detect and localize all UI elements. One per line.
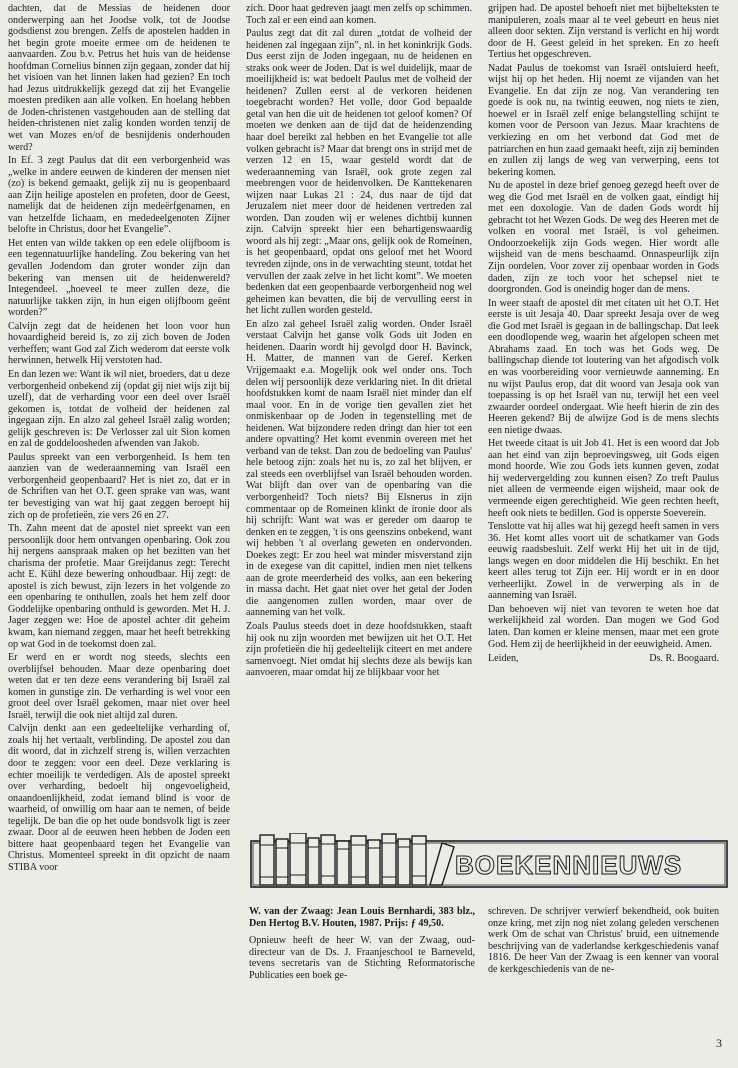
paragraph: Nadat Paulus de toekomst van Israël ontsluierd heeft, wijst hij op het heden. Hij noemt ze vijanden van het Evangelie. En dat zijn ze nog. Van verandering ten goede is ook nu, na twintig eeuwen, nog niets te zien, hoewel er in Israël zelf enige belangstelling schijnt te komen voor de Persoon van Jezus. Maar krachtens de verkiezing en om het verbond dat God met de patriarchen en hun zaad gemaakt heeft, zijn zij beminden en zullen zij langs de weg van verwerping, eens tot bekering komen. — [488, 62, 719, 178]
article-column-2 — [246, 3, 472, 681]
banner-title: BOEKENNIEUWS — [455, 850, 683, 880]
paragraph: dachten, dat de Messias de heidenen door onderwerping aan het Joodse volk, tot de Joodse godsdienst zou brengen. Zelfs de apostelen hadden in het begin grote moeite ermee om de heidenen te aanvaarden. Zou b.v. Petrus het huis van de heidense hoofdman Cornelius binnen zijn gegaan, zonder dat hij het visioen van het linnen laken had gezien? En toch had Jezus uitdrukkelijk gezegd dat zij het Evangelie moesten prediken aan alle volken. En hoelang hebben de Joden-christenen vastgehouden aan de stelling dat heiden-christenen niet zalig konden worden tenzij de wet van Mozes en/of de besnijdenis onderhouden werd? — [8, 3, 231, 153]
paragraph: Th. Zahn meent dat de apostel niet spreekt van een persoonlijk door hem ontvangen openbaring. Ook zou hij nergens aanspraak maken op het bezitten van het charisma der profetie. Maar Greijdanus zegt: Terecht acht E. Kühl deze bewering onhoudbaar. Hij zegt: de apostel is zich bewust, zijn lezers in het volgende zo een openbaring te onthullen, zoals het hem zelf door Goddelijke openbaring onthuld is geworden. Met H. J. Jager zeggen we: Hoe de apostel achter dit geheim kwam, kan niemand zeggen, maar het heeft betrekking op wat God in de toekomst doen zal. — [8, 523, 230, 650]
review-book-header: W. van der Zwaag: Jean Louis Bernhardi, 383 blz., Den Hertog B.V. Houten, 1987. Prijs: ƒ 49,50. — [249, 906, 475, 929]
review-paragraph: Opnieuw heeft de heer W. van der Zwaag, oud-directeur van de Ds. J. Fraanjeschool te Barneveld, tevens secretaris van de Stichting Reformatorische Publicaties een boek ge- — [249, 935, 475, 981]
page-number: 3 — [716, 1036, 722, 1050]
paragraph: Het tweede citaat is uit Job 41. Het is een woord dat Job aan het eind van zijn beproevingsweg, uit Gods eigen mond hoorde. Wie zou Gods iets kunnen geven, zodat hij wedervergelding zou kunnen eisen? Zo treft Paulus niet alleen de vermeende eigen wijsheid, maar ook de vermeende eigen gerechtigheid. Wie geen rechten heeft, heeft ook niets te bedillen. God is opperste Soeverein. — [488, 438, 719, 519]
article-column-3 — [488, 3, 719, 665]
paragraph: Er werd en er wordt nog steeds, slechts een overblijfsel behouden. Maar deze openbaring doet weten dat er ten deze eens verandering bij Israël zal komen in gunstige zin. De verharding is wel voor een groot deel over Israël gekomen, maar niet over heel Israël, terwijl die ook niet altijd zal duren. — [8, 652, 230, 721]
paragraph: grijpen had. De apostel behoeft niet met bijbelteksten te manipuleren, zoals maar al te veel gebeurt en heus niet alleen door sekten. Zijn verstand is verlicht en hij wordt door de H. Geest geleid in het spreken. En zo heeft Tertius het opgeschreven. — [488, 3, 719, 61]
paragraph: zich. Door haat gedreven jaagt men zelfs op schimmen. Toch zal er een eind aan komen. — [246, 3, 472, 26]
review-column-2 — [488, 906, 719, 975]
paragraph: Calvijn zegt dat de heidenen het loon voor hun hovaardigheid bereid is, zo zij zich boven de Joden verheffen; want God zal Zich wederom dat eerste volk herwinnen, hetwelk Hij verstoten had. — [8, 320, 230, 367]
paragraph: In weer staaft de apostel dit met citaten uit het O.T. Het eerste is uit Jesaja 40. Daar spreekt Jesaja over de weg die God met Israël is gegaan in de ballingschap. Dat leek een doodlopende weg, waarin het afgelopen scheen met Abrahams zaad. En toch was het Gods weg. De ballingschap diende tot loutering van het afgodisch volk en was voorbereiding voor vernieuwde aanneming. En nu wijst Paulus erop, dat dit woord van Jesaja ook van toepassing is op het Israël van nu, terwijl het een veel zwaarder oordeel ondergaat. Wie heeft hierin de zin des Heeren gekend? Bij de alwijze God is de mens slechts een nietige dwaas. — [488, 297, 719, 436]
paragraph: Dan behoeven wij niet van tevoren te weten hoe dat werkelijkheid zal worden. Dan mogen we God God laten. Dan komen er kleine mensen, maar met een grote God. Hem zij de heerlijkheid in der eeuwigheid. Amen. — [488, 603, 719, 650]
paragraph: En alzo zal geheel Israël zalig worden. Onder Israël verstaat Calvijn het ganse volk Gods uit Joden en heidenen. Daarin wordt hij gevolgd door H. Bavinck, H. Matter, de mannen van de Geref. Kerken Vrijgemaakt e.a. Mogelijk ook wel onder ons. Toch delen wij persoonlijk deze verklaring niet. In dit drietal hoofdstukken komt de naam Israël niet minder dan elf maal voor. En in de vorige tien gevallen ziet het onmiskenbaar op de Joden in tegenstelling met de heidenen. Wat bijzondere reden dringt dan hier tot een andere opvatting? Het komt evenmin overeen met het verband van de tekst. Dan zou de bedoeling van Paulus' hele betoog zijn: zoals het nu is, zo zal het blijven, er zal steeds een overblijfsel van Israël behouden worden. Wat blijft dan over van de openbaring van die verborgenheid? Toch niets? Bij Elsnerus in zijn commentaar op de Romeinen klinkt de ironie door als hij schrijft: Want wat was er gereder om daarop te denken en te zeggen, 't is ons geenszins onbekend, want wij hebben 't al overlang geweten en ondervonden. Doekes zegt: Er zou heel wat minder misverstand zijn in de exegese van dit capittel, indien men niet telkens aan de grote meerderheid des volks, aan een bekering in massa dacht. Het gaat niet over het getal der Joden die aangenomen zullen worden, maar over de aanneming van het volk. — [246, 318, 472, 619]
paragraph: Nu de apostel in deze brief genoeg gezegd heeft over de weg die God met Israël en de volken gaat, eindigt hij met een doxologie. Van de daden Gods wordt hij gebracht tot het Wezen Gods. De weg des Heeren met de volken en vooral met Israël, is vol geheimen. Ondoorzoekelijk zijn Gods wegen. Hier wordt alle wijsheid van de mens beschaamd. Onnaspeurlijk zijn Zijn oordelen. Voor zover zij openbaar worden in Gods daden, zijn ze toch voor het schepsel niet te doorgronden. God is oneindig hoger dan de mens. — [488, 180, 719, 296]
review-column-1 — [249, 906, 475, 981]
signature-place: Leiden, — [488, 653, 519, 665]
paragraph: Paulus zegt dat dit zal duren „totdat de volheid der heidenen zal ingegaan zijn”, nl. in het koninkrijk Gods. Dus eerst zijn de Joden ingegaan, nu de heidenen en straks ook weer de Joden. Dat is wel duidelijk, maar de moeilijkheid is: wat bedoelt Paulus met de volheid der heidenen? Zullen eerst al de verkoren heidenen toegebracht worden? Het volle, door God bepaalde getal van hen die uit de heidenen tot geloof komen? Of moeten we denken aan de tijd dat de heidenzending haar doel bereikt zal hebben en het Evangelie tot alle volken gebracht is? Maar dat brengt ons in strijd met de verzen 12 en 15, waar gesteld wordt dat de wederaanneming van Israël, ook grote zegen zal meebrengen voor de heidenvolken. De Kanttekenaren wijzen naar Lukas 21 : 24, dus naar de tijd dat Jeruzalem niet meer door de heidenen vertreden zal worden. Dan zouden wij er welenes dichtbij kunnen zijn. Calvijn spreekt hier een behartigenswaardig woord als hij zegt: „Maar ons, gelijk ook de Romeinen, is het geopenbaard, opdat ons geloof met het Woord tevreden zijnde, ons in de verwachting steunt, totdat het vervullen der zaak zelve in het licht komt”. We moeten bedenken dat een geopenbaarde verborgenheid nog wel geheimen kan bevatten, die bij de vervulling eerst in het licht zullen worden gesteld. — [246, 28, 472, 317]
article-signature — [488, 653, 719, 665]
paragraph: In Ef. 3 zegt Paulus dat dit een verborgenheid was „welke in andere eeuwen de kinderen der mensen niet (zo) is bekend gemaakt, gelijk zij nu is geopenbaard aan Zijn heilige apostelen en profeten, door de Geest, namelijk dat de heidenen zijn medeërfgenamen, en van hetzelfde lichaam, en mededeelgenoten Zijner belofte in Christus, door het Evangelie”. — [8, 155, 230, 236]
paragraph: Calvijn denkt aan een gedeeltelijke verharding of, zoals hij het vertaalt, verblinding. De apostel zou dan dit woord, dat in zichzelf streng is, willen verzachten door te zeggen: voor een deel. Deze verklaring is echter moeilijk te verdedigen. Als de apostel spreekt over verharding, bedoelt hij ongevoeligheid, onaandoenlijkheid, zodat iemand blind is voor de waarheid, of onwillig om haar aan te nemen, of beide tegelijk. De ban die op het oude bondsvolk ligt is zeer zwaar. Door al de eeuwen heen hebben de Joden een bittere haat geopenbaard tegen het Evangelie van Christus. Momenteel spreekt in dit opzicht de naam STIBA voor — [8, 723, 230, 873]
paragraph: Tenslotte vat hij alles wat hij gezegd heeft samen in vers 36. Het komt alles voort uit de schatkamer van Gods eeuwig raadsbesluit. Zelf werkt Hij het uit in de tijd, langs wegen en door middelen die Hij beschikt. En het keert alles terug tot Zijn eer. Hij wordt er in en door verheerlijkt. Zowel in de verwerping als in de aanneming van Israël. — [488, 521, 719, 602]
paragraph: En dan lezen we: Want ik wil niet, broeders, dat u deze verborgenheid onbekend zij (opdat gij niet wijs zijt bij uzelf), dat de verharding voor een deel over Israël gekomen is, totdat de volheid der heidenen zal ingegaan zijn. En alzo zal geheel Israël zalig worden; gelijk geschreven is: De Verlosser zal uit Sion komen en zal de goddeloosheden afwenden van Jakob. — [8, 368, 230, 450]
paragraph: Paulus spreekt van een verborgenheid. Is hem ten aanzien van de wederaanneming van Israël een verborgenheid geopenbaard? Het is niet zo, dat er in de Schriften van het O.T. geen sprake van was, want ter bevestiging van wat hij gaat zeggen beroept hij zich op de profetieën, zie vers 26 en 27. — [8, 451, 230, 521]
paragraph: Zoals Paulus steeds doet in deze hoofdstukken, staaft hij ook nu zijn woorden met bewijzen uit het O.T. Het zijn profetieën die hij gedeeltelijk citeert en met andere samenvoegt. Niet omdat hij slechts deze als bewijs kan aanvoeren, maar omdat hij ze blijkbaar voor het — [246, 620, 472, 679]
review-paragraph: schreven. De schrijver verwierf bekendheid, ook buiten onze kring, met zijn nog niet zolang geleden verschenen werk Om de schat van Christus' bruid, een uitnemende beschrijving van de vaderlandse kerkgeschiedenis vanaf 1816. De heer Van der Zwaag is een kenner van vooral de kerkgeschiedenis van de ne- — [488, 906, 719, 975]
signature-author: Ds. R. Boogaard. — [649, 653, 719, 665]
paragraph: Het enten van wilde takken op een edele olijfboom is een tegennatuurlijke handeling. Zou bekering van het gevallen Jodendom dan groter wonder zijn dan bekering van mensen uit de heidenwereld? Integendeel. „hoeveel te meer zullen deze, die natuurlijke takken zijn, in hun eigen olijfboom geënt worden?” — [8, 237, 230, 319]
boekennieuws-banner — [250, 833, 728, 891]
article-column-1 — [8, 3, 230, 875]
